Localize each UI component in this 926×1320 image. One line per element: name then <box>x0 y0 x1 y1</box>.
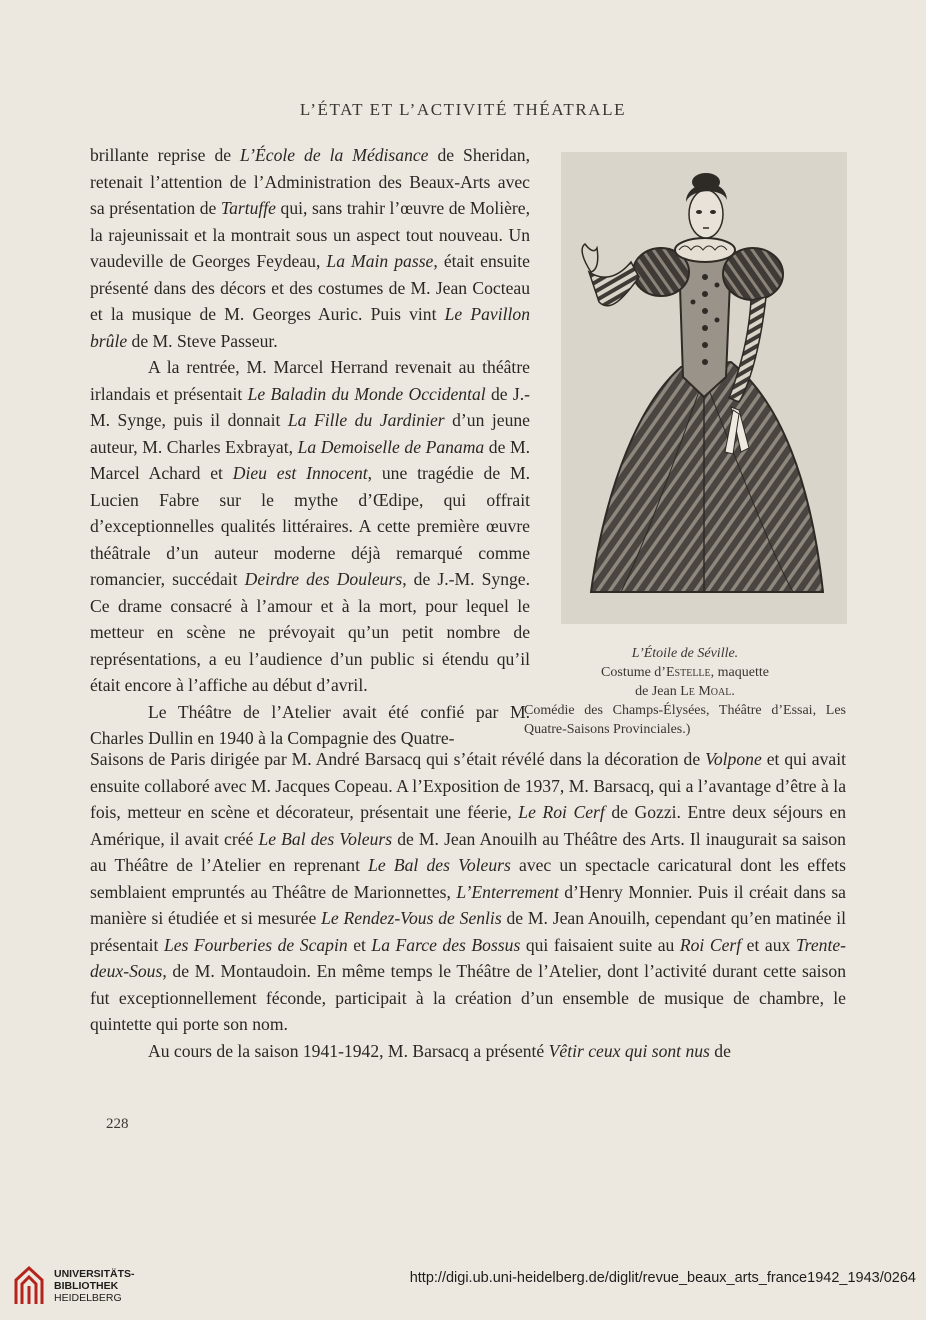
text-run: d’Henry Monnier. Puis il créait dans sa manière si étudiée et si mesurée <box>90 881 846 928</box>
caption-text: . <box>731 684 735 699</box>
text-run: Saisons de Paris dirigée par M. André Barsacq qui s’était révélé dans la décoration de <box>90 749 706 769</box>
running-title: L’ÉTAT ET L’ACTIVITÉ THÉATRALE <box>299 100 627 119</box>
work-title: La Main passe <box>326 251 434 271</box>
page-number: 228 <box>106 1116 129 1132</box>
text-run: de Gozzi. Entre deux séjours en Amérique, il avait créé <box>90 802 846 849</box>
work-title: La Demoiselle de Panama <box>297 436 485 457</box>
library-name-line: UNIVERSITÄTS- <box>54 1268 135 1280</box>
text-run: d’un jeune auteur, M. Charles Exbrayat, <box>90 410 530 457</box>
caption-text: de Jean <box>635 684 681 699</box>
work-title: La Fille du Jardinier <box>287 410 445 430</box>
text-run: Au cours de la saison 1941-1942, M. Barsacq a présenté <box>148 1040 549 1061</box>
text-run: qui faisaient suite au <box>520 934 680 955</box>
text-run: qui, sans trahir l’œuvre de Molière, la rajeunissait et la montrait sous un aspect tout nouveau. Un vaudeville de Georges Feydeau, <box>90 198 530 271</box>
work-title: Le Rendez-Vous de Senlis <box>321 908 502 928</box>
paragraph-1 <box>90 142 530 354</box>
text-run: de Sheridan, retenait l’attention de l’Administration des Beaux-Arts avec sa présentation de <box>90 145 530 218</box>
work-title: Trente-deux-Sous <box>90 934 847 981</box>
work-title: Vêtir ceux qui sont nus <box>548 1040 710 1061</box>
caption-title: L’Étoile de Séville. <box>631 646 739 661</box>
text-run: Le Théâtre de l’Atelier avait été confié par M. Charles Dullin en 1940 à la Compagnie des Quatre- <box>90 701 530 748</box>
text-run: de M. Jean Anouilh, cependant qu’en matinée il présentait <box>90 908 846 955</box>
text-run: avec un spectacle caricatural dont les effets semblaient empruntés au Théâtre de Marionnettes, <box>90 855 846 902</box>
paragraph-4 <box>90 1038 846 1065</box>
caption-credit: Comédie des Champs-Élysées, Théâtre d’Essai, Les Quatre-Saisons Provinciales.) <box>524 703 846 737</box>
text-run: de M. Marcel Achard et <box>90 436 530 483</box>
text-run: et aux <box>741 934 796 955</box>
caption-text: Costume d’ <box>601 665 666 680</box>
work-title: Roi Cerf <box>679 934 742 955</box>
caption-text: Estelle <box>665 665 711 680</box>
paragraph-3-start <box>90 699 530 752</box>
library-name-line: BIBLIOTHEK <box>54 1280 119 1292</box>
text-run: , de J.-M. Synge. Ce drame consacré à l’amour et à la mort, pour lequel le metteur en scène ne prévoyait qu’un petit nombre de représentations, a eu l’audience d’un public si étendu qu’il était encore à l’affiche au début d’avril. <box>90 569 530 695</box>
caption-line <box>524 663 846 682</box>
work-title: L’École de la Médisance <box>240 145 429 165</box>
caption-text: Le Moal <box>680 684 732 699</box>
text-run: de M. Jean Anouilh au Théâtre des Arts. Il inaugurait sa saison au Théâtre de l’Atelier en reprenant <box>90 828 846 875</box>
caption-line <box>524 682 846 701</box>
paragraph-2 <box>90 354 530 699</box>
paragraph-3-continued <box>90 746 846 1038</box>
source-url: http://digi.ub.uni-heidelberg.de/diglit/revue_beaux_arts_france1942_1943/0264 <box>409 1270 916 1286</box>
text-run: de M. Steve Passeur. <box>127 330 278 351</box>
work-title: Le Pavillon brûle <box>90 304 530 351</box>
full-width-text <box>90 746 846 1064</box>
text-run: , de M. Montaudoin. En même temps le Théâtre de l’Atelier, dont l’activité durant cette saison fut exceptionnellement féconde, participait à la création d’un ensemble de musique de chambre, le quintette qui porte son nom. <box>90 961 846 1034</box>
text-run: A la rentrée, M. Marcel Herrand revenait au théâtre irlandais et présentait <box>90 357 530 404</box>
work-title: Le Bal des Voleurs <box>258 828 393 849</box>
work-title: Deirdre des Douleurs <box>244 569 403 589</box>
work-title: Le Baladin du Monde Occidental <box>247 383 486 404</box>
work-title: Le Bal des Voleurs <box>368 855 511 875</box>
text-column <box>90 142 530 752</box>
costume-illustration <box>561 152 847 624</box>
text-run: brillante reprise de <box>90 145 241 165</box>
work-title: La Farce des Bossus <box>371 934 521 955</box>
library-name <box>54 1268 135 1304</box>
text-run: , était ensuite présenté dans des décors et des costumes de M. Jean Cocteau et la musique de M. Georges Auric. Puis vint <box>90 251 530 324</box>
work-title: Dieu est Innocent <box>232 463 368 483</box>
footer <box>0 1260 926 1320</box>
costume-drawing <box>561 152 847 624</box>
work-title: Tartuffe <box>220 198 276 218</box>
work-title: L’Enterrement <box>456 881 559 902</box>
work-title: Les Fourberies de Scapin <box>163 934 348 955</box>
text-run: , une tragédie de M. Lucien Fabre sur le mythe d’Œdipe, qui offrait d’exceptionnelles qualités littéraires. A cette première œuvre théâtrale d’un auteur moderne déjà remarqué comme romancier, succédait <box>90 463 531 589</box>
caption-text: , maquette <box>710 665 769 680</box>
figure-caption <box>524 644 846 739</box>
library-logo-icon <box>12 1264 46 1308</box>
work-title: Volpone <box>705 749 762 769</box>
library-name-line: HEIDELBERG <box>54 1292 122 1304</box>
text-run: de J.-M. Synge, puis il donnait <box>90 383 530 430</box>
text-run: et qui avait ensuite collaboré avec M. Jacques Copeau. A l’Exposition de 1937, M. Barsacq, qui a l’avantage d’être à la fois, metteur en scène et décorateur, présentait une féerie, <box>90 749 846 822</box>
work-title: Le Roi Cerf <box>518 802 605 822</box>
text-run: et <box>347 934 372 955</box>
text-run: de <box>709 1040 731 1061</box>
